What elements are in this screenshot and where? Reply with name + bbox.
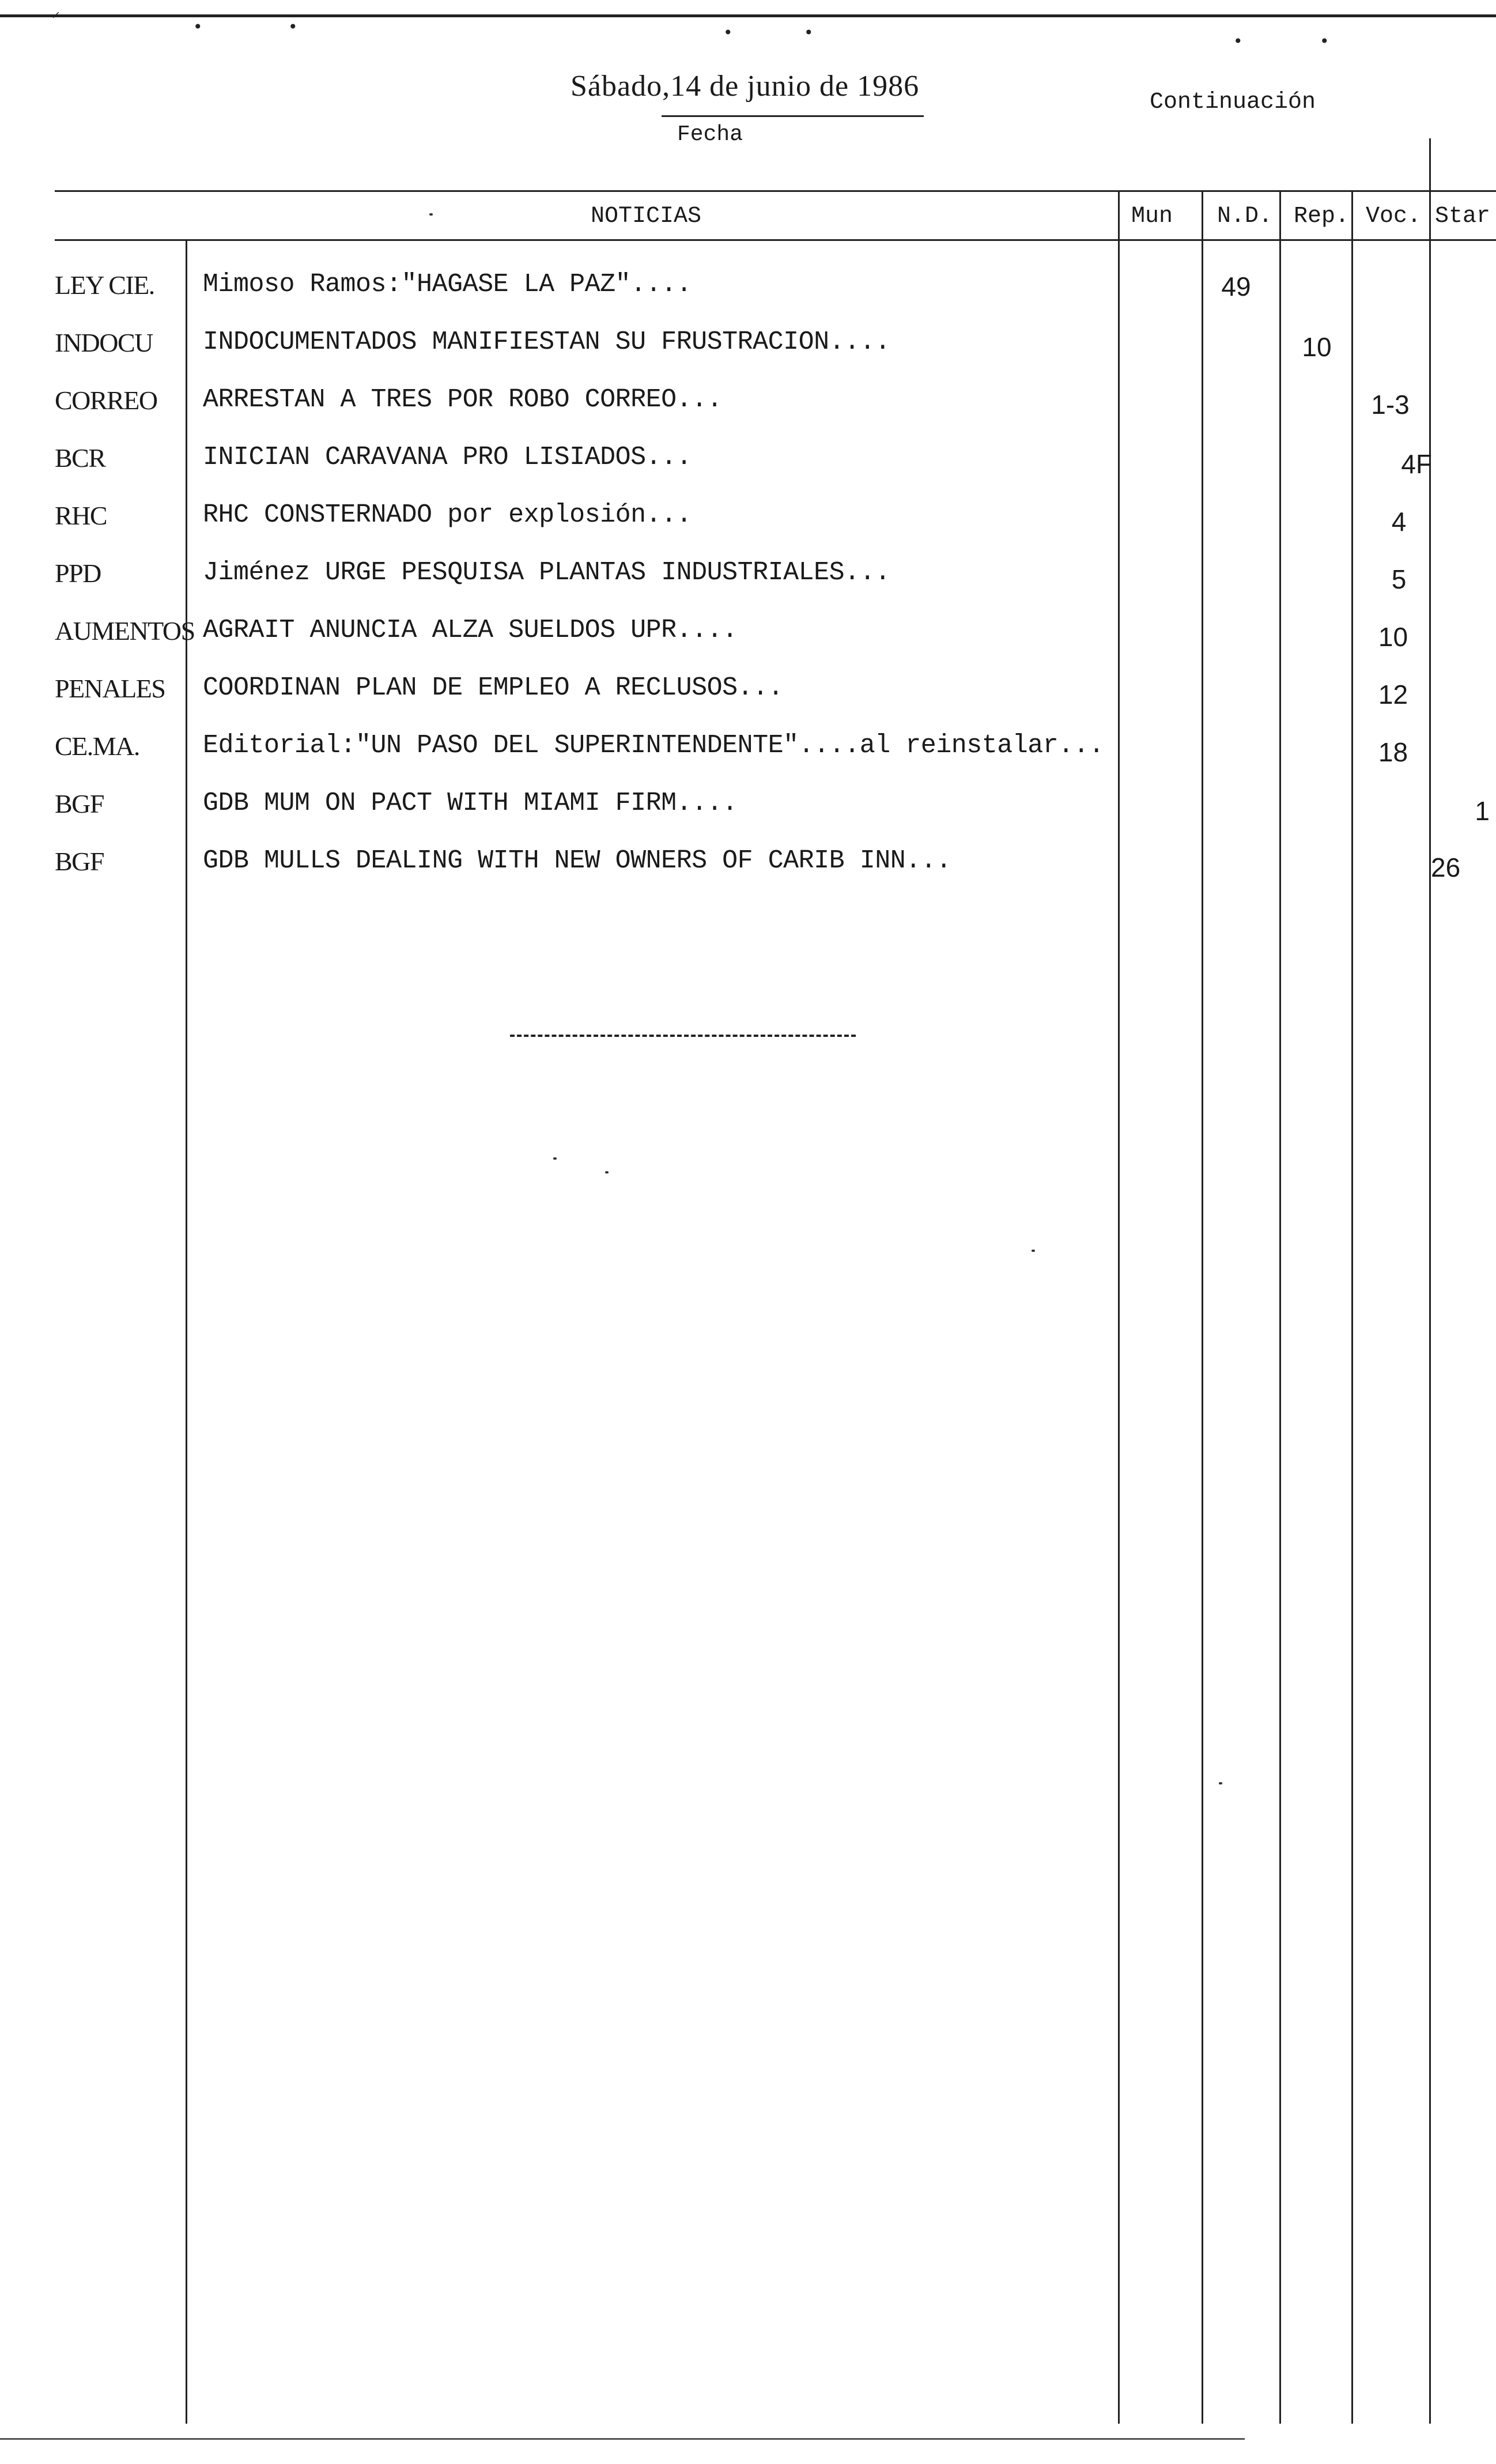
rep-column-left-divider xyxy=(1279,190,1281,2424)
row-title: INDOCUMENTADOS MANIFIESTAN SU FRUSTRACION.... xyxy=(203,327,890,357)
scan-speck xyxy=(553,1157,557,1160)
date-text: Sábado,14 de junio de 1986 xyxy=(571,70,920,103)
row-title: RHC CONSTERNADO por explosión... xyxy=(203,500,692,530)
row-voc-value: 1-3 xyxy=(1371,390,1410,420)
column-header-mun: Mun xyxy=(1131,203,1173,229)
mun-column-left-divider xyxy=(1118,190,1120,2424)
scan-speck xyxy=(1219,1782,1222,1784)
column-header-noticias: NOTICIAS xyxy=(591,203,702,229)
scan-speck xyxy=(605,1171,609,1173)
row-rep-value: 10 xyxy=(1302,332,1332,362)
column-header-nd: N.D. xyxy=(1217,203,1273,229)
row-nd-value: 49 xyxy=(1221,271,1251,301)
row-title: COORDINAN PLAN DE EMPLEO A RECLUSOS... xyxy=(203,673,784,703)
row-title: Editorial:"UN PASO DEL SUPERINTENDENTE"....al reinstalar... xyxy=(203,731,1104,760)
row-voc-value: 5 xyxy=(1391,564,1407,594)
row-code: CORREO xyxy=(55,386,157,415)
row-code: INDOCU xyxy=(55,328,153,357)
continuation-label: Continuación xyxy=(1150,89,1316,115)
row-voc-value: 18 xyxy=(1378,737,1408,767)
bottom-rule xyxy=(0,2438,1245,2440)
row-code: AUMENTOS xyxy=(55,616,195,646)
row-voc-value: 4F xyxy=(1401,449,1432,479)
row-code: BCR xyxy=(55,443,105,473)
speck-mark: • xyxy=(288,17,298,36)
voc-column-left-divider xyxy=(1351,190,1353,2424)
row-title: GDB MULLS DEALING WITH NEW OWNERS OF CARIB INN... xyxy=(203,846,951,876)
row-code: LEY CIE. xyxy=(55,270,154,300)
corner-mark: ⸝ xyxy=(52,2,61,21)
column-header-rep: Rep. xyxy=(1294,203,1350,229)
speck-mark: • xyxy=(1233,32,1243,51)
column-header-voc: Voc. xyxy=(1366,203,1422,229)
row-code: BGF xyxy=(55,789,104,818)
row-code: CE.MA. xyxy=(55,731,139,761)
row-star-value: 26 xyxy=(1431,852,1461,882)
star-column-left-divider xyxy=(1429,138,1431,2424)
row-title: AGRAIT ANUNCIA ALZA SUELDOS UPR.... xyxy=(203,616,738,645)
row-code: BGF xyxy=(55,847,104,876)
row-code: PPD xyxy=(55,559,101,588)
scan-speck xyxy=(429,213,433,216)
top-rule xyxy=(0,14,1496,17)
row-title: INICIAN CARAVANA PRO LISIADOS... xyxy=(203,443,692,472)
row-voc-value: 4 xyxy=(1391,507,1407,537)
row-title: ARRESTAN A TRES POR ROBO CORREO... xyxy=(203,385,723,414)
date-underline xyxy=(662,115,924,117)
row-code: RHC xyxy=(55,501,107,530)
speck-mark: • xyxy=(1320,32,1329,51)
row-title: Mimoso Ramos:"HAGASE LA PAZ".... xyxy=(203,270,692,299)
column-header-star: Star xyxy=(1435,203,1491,229)
row-star-value: 1 xyxy=(1475,796,1490,826)
scan-speck xyxy=(1032,1250,1035,1252)
row-voc-value: 10 xyxy=(1378,622,1408,652)
speck-mark: • xyxy=(193,17,203,36)
speck-mark: • xyxy=(804,23,814,42)
end-of-list-separator xyxy=(510,1035,856,1037)
nd-column-left-divider xyxy=(1202,190,1203,2424)
row-code: PENALES xyxy=(55,674,165,703)
row-voc-value: 12 xyxy=(1378,680,1408,710)
row-title: GDB MUM ON PACT WITH MIAMI FIRM.... xyxy=(203,788,738,818)
row-title: Jiménez URGE PESQUISA PLANTAS INDUSTRIALES... xyxy=(203,558,890,587)
date-label: Fecha xyxy=(677,122,743,147)
speck-mark: • xyxy=(723,23,733,42)
